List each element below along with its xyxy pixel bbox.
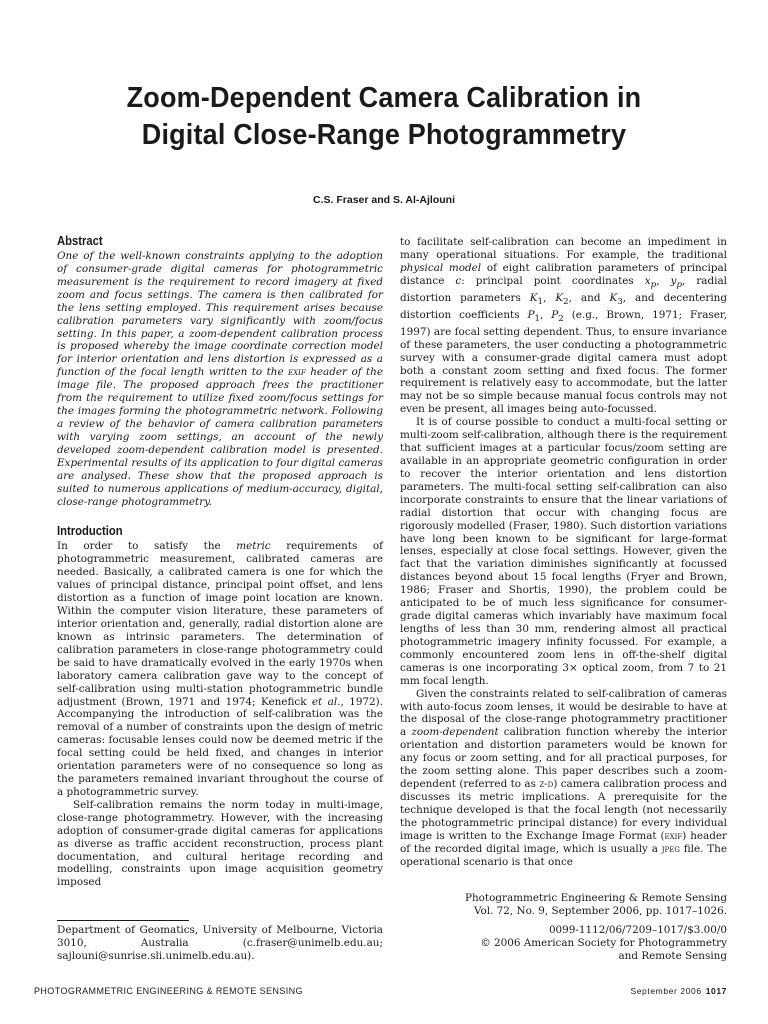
running-footer-journal: PHOTOGRAMMETRIC ENGINEERING & REMOTE SENSING — [34, 986, 303, 996]
author-affiliation: Department of Geomatics, University of Melbourne, Victoria 3010, Australia (c.fraser@unimelb.edu.au; sajlouni@sunrise.sli.unimelb.edu.au). — [57, 924, 383, 962]
title-line-1: Zoom-Dependent Camera Calibration in — [126, 82, 642, 114]
page-number: 1017 — [705, 986, 727, 996]
journal-volume: Vol. 72, No. 9, September 2006, pp. 1017–1026. — [473, 905, 727, 917]
body-paragraph-3: Given the constraints related to self-calibration of cameras with auto-focus zoom lenses, it would be desirable to have at the disposal of the close-range photogrammetry practitioner a zoom-dependent calibration function whereby the interior orientation and distortion parameters would be known for any focus or zoom setting, and for all practical purposes, for the zoom setting alone. This paper describes such a zoom-dependent (referred to as z-d) camera calibration process and discusses its metric implications. A prerequisite for the technique developed is that the focal length (not necessarily the photogrammetric principal distance) for every individual image is written to the Exchange Image Format (exif) header of the recorded digital image, which is usually a jpeg file. The operational scenario is that once — [400, 687, 727, 868]
footnote-rule — [57, 920, 189, 921]
body-paragraph-1: to facilitate self-calibration can become an impediment in many operational situations. For example, the traditional physical model of eight calibration parameters of principal distance c: principal point coordinates $x_p$, $y_p$, radial distortion parameters $K_1$, $K_2$, and $K_3$, and decentering distortion coefficients $P_1$, $P_2$ (e.g., Brown, 1971; Fraser, 1997) are focal setting dependent. Thus, to ensure invariance of these parameters, the user conducting a photogrammetric survey with a consumer-grade digital camera must adopt both a constant zoom setting and fixed focus. The former requirement is relatively easy to accommodate, but the latter may not be so simple because manual focus controls may not even be present, all images being auto-focussed. — [400, 236, 727, 416]
journal-name: Photogrammetric Engineering & Remote Sensing — [464, 892, 727, 904]
right-column — [400, 236, 727, 868]
copyright-society: and Remote Sensing — [618, 950, 727, 962]
intro-paragraph-2: Self-calibration remains the norm today in multi-image, close-range photogrammetry. However, with the increasing adoption of consumer-grade digital cameras for applications as diverse as traffic accident reconstruction, process plant documentation, and cultural heritage recording and modelling, constraints upon image acquisition geometry imposed — [57, 798, 383, 889]
footer-date: September 2006 — [630, 986, 702, 996]
title-line-2: Digital Close-Range Photogrammetry — [141, 119, 627, 151]
exif-abbr: exif — [288, 366, 306, 379]
abstract-heading: Abstract — [57, 234, 103, 248]
running-footer-date — [630, 986, 727, 996]
introduction-heading: Introduction — [57, 524, 123, 539]
authors: C.S. Fraser and S. Al-Ajlouni — [313, 194, 455, 206]
copyright-block — [427, 924, 727, 963]
journal-citation — [427, 892, 727, 918]
copyright-line: © 2006 American Society for Photogrammetry — [480, 937, 727, 949]
abstract-text: One of the well-known constraints applying to the adoption of consumer-grade digital cameras for photogrammetric measurement is the requirement to record imagery at fixed zoom and focus settings. The camera is then calibrated for the lens setting employed. This requirement arises because calibration parameters vary significantly with zoom/focus setting. In this paper, a zoom-dependent calibration process is proposed whereby the image coordinate correction model for interior orientation and lens distortion is expressed as a function of the focal length written to the exif header of the image file. The proposed approach frees the practitioner from the requirement to utilize fixed zoom/focus settings for the images forming the photogrammetric network. Following a review of the behavior of camera calibration parameters with varying zoom settings, an account of the newly developed zoom-dependent calibration model is presented. Experimental results of its application to four digital cameras are analysed. These show that the proposed approach is suited to numerous applications of medium-accuracy, digital, close-range photogrammetry. — [57, 250, 383, 508]
intro-paragraph-1: In order to satisfy the metric requirements of photogrammetric measurement, calibrated cameras are needed. Basically, a calibrated camera is one for which the values of principal distance, principal point offset, and lens distortion as a function of image point location are known. Within the computer vision literature, these parameters of interior orientation and, generally, radial distortion alone are known as intrinsic parameters. The determination of calibration parameters in close-range photogrammetry could be said to have dramatically evolved in the early 1970s when laboratory camera calibration gave way to the concept of self-calibration using multi-station photogrammetric bundle adjustment (Brown, 1971 and 1974; Kenefick et al., 1972). Accompanying the introduction of self-calibration was the removal of a number of constraints upon the design of metric cameras: focusable lenses could now be deemed metric if the focal setting could be held fixed, and changes in interior orientation parameters were of no consequence so long as the parameters remained invariant throughout the course of a photogrammetric survey. — [57, 540, 384, 798]
paper-title — [64, 80, 704, 154]
body-paragraph-2: It is of course possible to conduct a multi-focal setting or multi-zoom self-calibration, although there is the requirement that sufficient images at a particular focus/zoom setting are available in an appropriate geometric configuration in order to recover the interior orientation and lens distortion parameters. The multi-focal setting self-calibration can also incorporate constraints to ensure that the linear variations of radial distortion that occur with changing focus are rigorously modelled (Fraser, 1980). Such distortion variations have long been known to be significant for large-format lenses, especially at close focal settings. However, given the fact that the variation diminishes significantly at focussed distances beyond about 15 focal lengths (Fryer and Brown, 1986; Fraser and Shortis, 1990), the problem could be anticipated to be of much less significance for consumer-grade digital cameras which invariably have maximum focal lengths of less than 30 mm, rendering almost all practical photogrammetric imagery infinity focussed. For example, a commonly encountered zoom lens in off-the-shelf digital cameras is one incorporating 3× optical zoom, from 7 to 21 mm focal length. — [400, 416, 727, 687]
left-column — [57, 234, 383, 889]
issn-code: 0099-1112/06/7209–1017/$3.00/0 — [548, 924, 727, 936]
